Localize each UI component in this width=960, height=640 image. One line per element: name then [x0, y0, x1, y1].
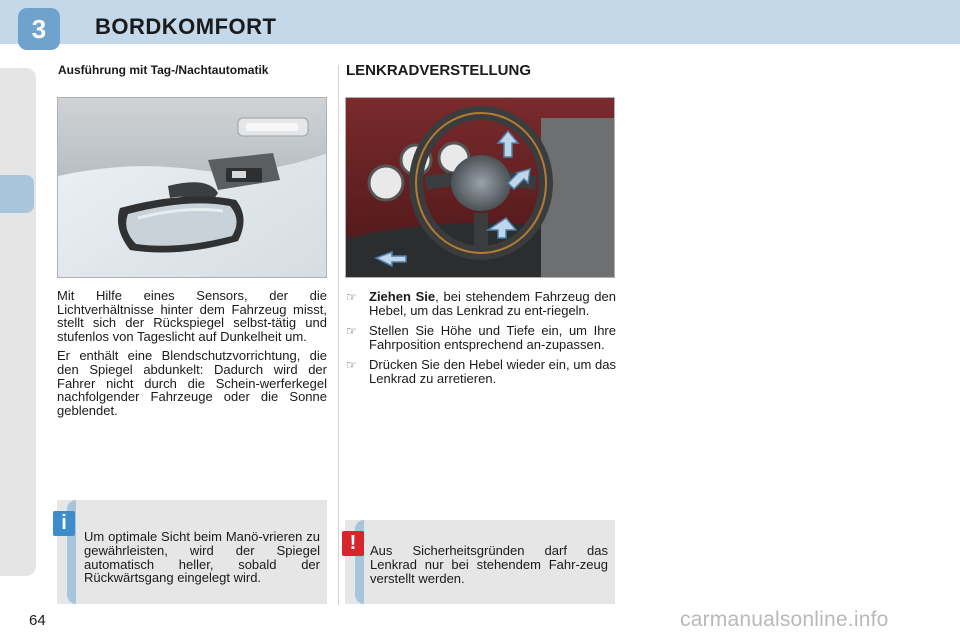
info-note-box	[57, 500, 327, 604]
warning-icon-glyph: !	[349, 532, 357, 554]
warning-icon	[342, 531, 364, 556]
chapter-number: 3	[31, 13, 47, 44]
column-divider	[338, 65, 339, 605]
steering-adjustment-heading: LENKRADVERSTELLUNG	[346, 62, 532, 79]
mirror-description	[57, 289, 327, 423]
info-icon	[53, 511, 75, 536]
info-note-text: Um optimale Sicht beim Manö-vrieren zu gewährleisten, wird der Spiegel automatisch heller, sobald der Rückwärtsgang eingelegt wird.	[84, 529, 320, 586]
step-1-text	[369, 290, 616, 317]
rear-view-mirror-photo	[57, 97, 327, 278]
pointing-hand-icon: ☞	[346, 358, 357, 373]
pointing-hand-icon: ☞	[346, 324, 357, 339]
chapter-number-badge	[18, 8, 60, 50]
mirror-subheading: Ausführung mit Tag-/Nachtautomatik	[58, 63, 269, 77]
mirror-paragraph-2: Er enthält eine Blendschutzvorrichtung, die den Spiegel abdunkelt: Dadurch wird der Fahrer nicht durch die Schein-werferkegel nachfolgender Fahrzeuge oder die Sonne geblendet.	[57, 348, 327, 418]
step-item	[346, 324, 616, 351]
steering-wheel-photo	[345, 97, 615, 278]
steering-adjustment-steps	[346, 290, 616, 393]
step-item	[346, 290, 616, 317]
pointing-hand-icon: ☞	[346, 290, 357, 304]
warning-note-box	[345, 520, 615, 604]
step-item	[346, 358, 616, 385]
mirror-paragraph-1: Mit Hilfe eines Sensors, der die Lichtverhältnisse hinter dem Fahrzeug misst, stellt sich der Rückspiegel selbst-tätig und stufenlos von Tageslicht auf Dunkelheit um.	[57, 288, 327, 344]
watermark: carmanualsonline.info	[680, 608, 889, 631]
page-number: 64	[29, 612, 46, 629]
step-2-text: Stellen Sie Höhe und Tiefe ein, um Ihre Fahrposition entsprechend an-zupassen.	[369, 323, 616, 352]
side-band	[0, 68, 36, 576]
info-icon-glyph: i	[61, 512, 67, 534]
step-1-bold: Ziehen Sie	[369, 289, 436, 304]
side-chapter-tab	[0, 175, 34, 213]
chapter-title: BORDKOMFORT	[95, 14, 277, 39]
step-3-text: Drücken Sie den Hebel wieder ein, um das Lenkrad zu arretieren.	[369, 357, 616, 386]
step-1-rest: , bei stehendem Fahrzeug den Hebel, um das Lenkrad zu ent-riegeln.	[369, 289, 616, 318]
warning-note-text: Aus Sicherheitsgründen darf das Lenkrad nur bei stehendem Fahr-zeug verstellt werden.	[370, 543, 608, 586]
